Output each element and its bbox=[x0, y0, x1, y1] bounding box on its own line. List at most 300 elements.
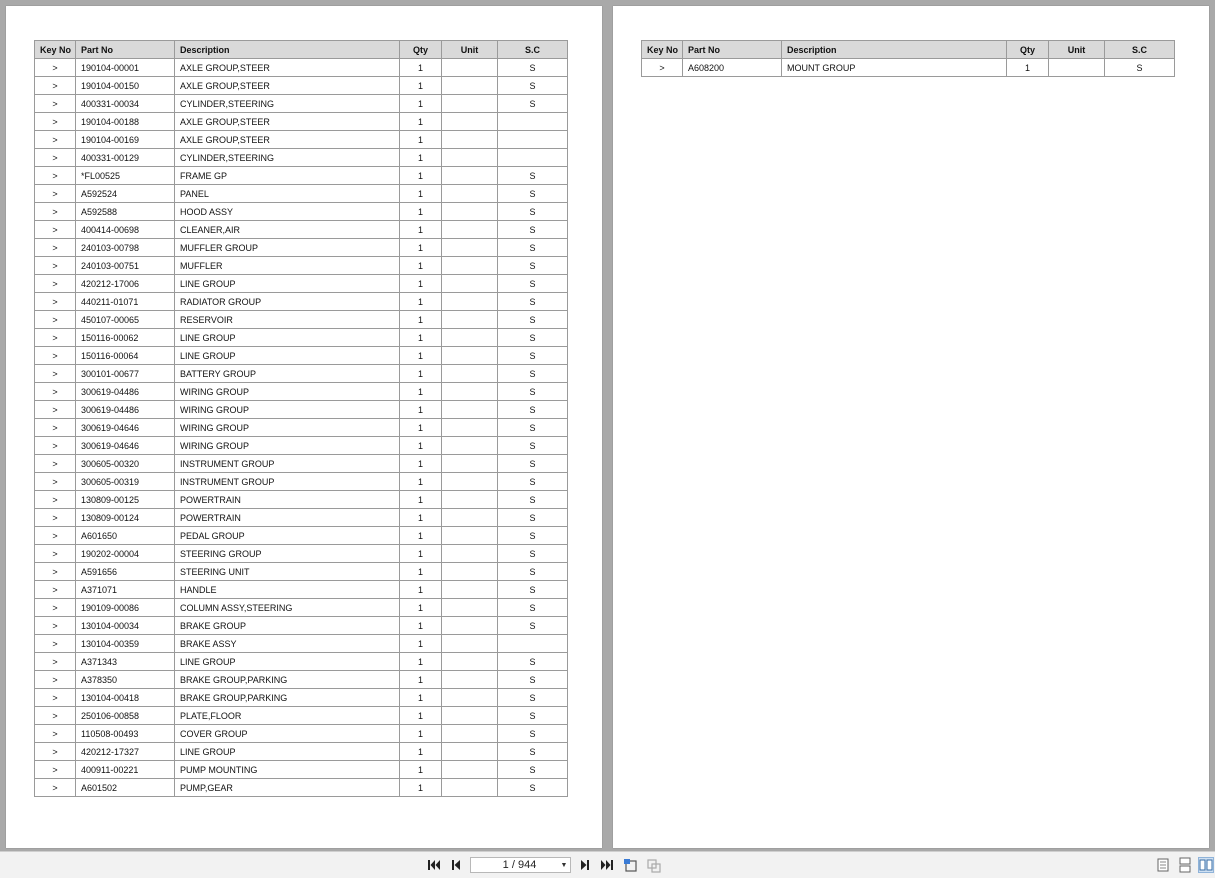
cell-key-no[interactable]: > bbox=[35, 671, 76, 689]
cell-qty: 1 bbox=[400, 617, 442, 635]
cell-key-no[interactable]: > bbox=[35, 437, 76, 455]
cell-description: LINE GROUP bbox=[175, 275, 400, 293]
header-unit: Unit bbox=[442, 41, 498, 59]
table-row bbox=[35, 599, 568, 617]
cell-key-no[interactable]: > bbox=[35, 221, 76, 239]
parts-table-right bbox=[641, 40, 1175, 77]
cell-description: CYLINDER,STEERING bbox=[175, 95, 400, 113]
cell-unit bbox=[442, 491, 498, 509]
cell-sc: S bbox=[498, 455, 568, 473]
table-row bbox=[35, 689, 568, 707]
cell-qty: 1 bbox=[400, 221, 442, 239]
cell-description: WIRING GROUP bbox=[175, 401, 400, 419]
cell-sc: S bbox=[498, 347, 568, 365]
table-row bbox=[35, 311, 568, 329]
cell-sc: S bbox=[498, 365, 568, 383]
cell-unit bbox=[442, 761, 498, 779]
cell-part-no: 190104-00188 bbox=[76, 113, 175, 131]
cell-sc: S bbox=[498, 59, 568, 77]
header-part-no: Part No bbox=[76, 41, 175, 59]
cell-part-no: 400331-00034 bbox=[76, 95, 175, 113]
cell-qty: 1 bbox=[400, 203, 442, 221]
cell-description: CLEANER,AIR bbox=[175, 221, 400, 239]
cell-unit bbox=[442, 581, 498, 599]
cell-unit bbox=[442, 77, 498, 95]
cell-part-no: A601650 bbox=[76, 527, 175, 545]
cell-qty: 1 bbox=[400, 239, 442, 257]
cell-qty: 1 bbox=[400, 707, 442, 725]
cell-unit bbox=[442, 779, 498, 797]
cell-sc: S bbox=[498, 437, 568, 455]
cell-sc bbox=[498, 131, 568, 149]
cell-description: LINE GROUP bbox=[175, 347, 400, 365]
cell-sc: S bbox=[498, 671, 568, 689]
table-row bbox=[35, 617, 568, 635]
header-description: Description bbox=[782, 41, 1007, 59]
next-page-icon[interactable] bbox=[577, 857, 593, 873]
cell-part-no: A591656 bbox=[76, 563, 175, 581]
cell-key-no[interactable]: > bbox=[35, 77, 76, 95]
cell-sc: S bbox=[498, 185, 568, 203]
cell-part-no: 300619-04646 bbox=[76, 437, 175, 455]
cell-sc: S bbox=[1105, 59, 1175, 77]
cell-qty: 1 bbox=[400, 725, 442, 743]
cell-unit bbox=[442, 563, 498, 581]
cell-key-no[interactable]: > bbox=[35, 581, 76, 599]
cell-key-no[interactable]: > bbox=[35, 167, 76, 185]
cell-description: PLATE,FLOOR bbox=[175, 707, 400, 725]
cell-key-no[interactable]: > bbox=[35, 563, 76, 581]
cell-key-no[interactable]: > bbox=[35, 545, 76, 563]
cell-part-no: 300605-00320 bbox=[76, 455, 175, 473]
cell-sc bbox=[498, 113, 568, 131]
cell-description: PUMP MOUNTING bbox=[175, 761, 400, 779]
cell-unit bbox=[442, 131, 498, 149]
cell-key-no[interactable]: > bbox=[35, 203, 76, 221]
cell-unit bbox=[442, 203, 498, 221]
cell-description: WIRING GROUP bbox=[175, 437, 400, 455]
cell-sc: S bbox=[498, 401, 568, 419]
cell-unit bbox=[442, 707, 498, 725]
table-row bbox=[35, 329, 568, 347]
cell-description: RADIATOR GROUP bbox=[175, 293, 400, 311]
cell-qty: 1 bbox=[400, 761, 442, 779]
cell-sc: S bbox=[498, 311, 568, 329]
cell-sc: S bbox=[498, 293, 568, 311]
cell-sc: S bbox=[498, 653, 568, 671]
cell-part-no: 130809-00125 bbox=[76, 491, 175, 509]
cell-qty: 1 bbox=[400, 113, 442, 131]
cell-unit bbox=[442, 59, 498, 77]
cell-sc: S bbox=[498, 761, 568, 779]
cell-key-no[interactable]: > bbox=[35, 419, 76, 437]
cell-description: FRAME GP bbox=[175, 167, 400, 185]
cell-description: HOOD ASSY bbox=[175, 203, 400, 221]
cell-part-no: 400331-00129 bbox=[76, 149, 175, 167]
cell-description: WIRING GROUP bbox=[175, 419, 400, 437]
cell-part-no: A371343 bbox=[76, 653, 175, 671]
cell-unit bbox=[442, 185, 498, 203]
cell-unit bbox=[442, 293, 498, 311]
cell-key-no[interactable]: > bbox=[642, 59, 683, 77]
table-row bbox=[35, 221, 568, 239]
cell-key-no[interactable]: > bbox=[35, 185, 76, 203]
cell-sc: S bbox=[498, 203, 568, 221]
cell-key-no[interactable]: > bbox=[35, 401, 76, 419]
cell-part-no: 400414-00698 bbox=[76, 221, 175, 239]
cell-part-no: 190104-00150 bbox=[76, 77, 175, 95]
table-row bbox=[35, 563, 568, 581]
cell-part-no: 240103-00798 bbox=[76, 239, 175, 257]
table-row bbox=[35, 509, 568, 527]
cell-key-no[interactable]: > bbox=[35, 779, 76, 797]
header-unit: Unit bbox=[1049, 41, 1105, 59]
cell-qty: 1 bbox=[400, 779, 442, 797]
cell-part-no: 130809-00124 bbox=[76, 509, 175, 527]
header-qty: Qty bbox=[1007, 41, 1049, 59]
cell-unit bbox=[442, 311, 498, 329]
cell-qty: 1 bbox=[400, 167, 442, 185]
table-row bbox=[35, 437, 568, 455]
cell-part-no: 130104-00418 bbox=[76, 689, 175, 707]
cell-unit bbox=[442, 689, 498, 707]
cell-key-no[interactable]: > bbox=[35, 365, 76, 383]
cell-sc: S bbox=[498, 599, 568, 617]
page-number-select[interactable] bbox=[470, 857, 571, 873]
cell-key-no[interactable]: > bbox=[35, 707, 76, 725]
table-row bbox=[35, 203, 568, 221]
cell-description: AXLE GROUP,STEER bbox=[175, 77, 400, 95]
cell-unit bbox=[442, 257, 498, 275]
cell-part-no: 190109-00086 bbox=[76, 599, 175, 617]
cell-part-no: 420212-17327 bbox=[76, 743, 175, 761]
cell-key-no[interactable]: > bbox=[35, 509, 76, 527]
cell-part-no: 130104-00359 bbox=[76, 635, 175, 653]
cell-unit bbox=[442, 275, 498, 293]
cell-description: MUFFLER bbox=[175, 257, 400, 275]
cell-part-no: A601502 bbox=[76, 779, 175, 797]
cell-qty: 1 bbox=[400, 311, 442, 329]
cell-description: BRAKE GROUP,PARKING bbox=[175, 671, 400, 689]
cell-description: INSTRUMENT GROUP bbox=[175, 455, 400, 473]
table-row bbox=[35, 743, 568, 761]
cell-key-no[interactable]: > bbox=[35, 95, 76, 113]
cell-sc: S bbox=[498, 221, 568, 239]
cell-part-no: 440211-01071 bbox=[76, 293, 175, 311]
cell-part-no: 300605-00319 bbox=[76, 473, 175, 491]
cell-key-no[interactable]: > bbox=[35, 725, 76, 743]
cell-key-no[interactable]: > bbox=[35, 455, 76, 473]
cell-qty: 1 bbox=[400, 743, 442, 761]
cell-part-no: *FL00525 bbox=[76, 167, 175, 185]
cell-description: HANDLE bbox=[175, 581, 400, 599]
table-row bbox=[35, 293, 568, 311]
cell-description: STEERING UNIT bbox=[175, 563, 400, 581]
table-row bbox=[35, 77, 568, 95]
cell-sc bbox=[498, 149, 568, 167]
cell-qty: 1 bbox=[400, 581, 442, 599]
cell-description: STEERING GROUP bbox=[175, 545, 400, 563]
cell-key-no[interactable]: > bbox=[35, 635, 76, 653]
table-row bbox=[35, 401, 568, 419]
cell-description: POWERTRAIN bbox=[175, 491, 400, 509]
cell-qty: 1 bbox=[400, 185, 442, 203]
two-page-view-icon[interactable] bbox=[1198, 857, 1214, 873]
table-row bbox=[35, 581, 568, 599]
cell-key-no[interactable]: > bbox=[35, 527, 76, 545]
header-part-no: Part No bbox=[683, 41, 782, 59]
cell-key-no[interactable]: > bbox=[35, 329, 76, 347]
cell-unit bbox=[442, 671, 498, 689]
cell-sc: S bbox=[498, 473, 568, 491]
cell-description: AXLE GROUP,STEER bbox=[175, 113, 400, 131]
cell-description: PANEL bbox=[175, 185, 400, 203]
table-row bbox=[35, 185, 568, 203]
cell-key-no[interactable]: > bbox=[35, 491, 76, 509]
cell-qty: 1 bbox=[400, 77, 442, 95]
table-row bbox=[35, 131, 568, 149]
cell-unit bbox=[442, 365, 498, 383]
cell-qty: 1 bbox=[400, 437, 442, 455]
cell-key-no[interactable]: > bbox=[35, 653, 76, 671]
cell-qty: 1 bbox=[400, 473, 442, 491]
cell-qty: 1 bbox=[400, 95, 442, 113]
table-row bbox=[35, 149, 568, 167]
table-row bbox=[35, 725, 568, 743]
header-key-no: Key No bbox=[35, 41, 76, 59]
cell-part-no: A592588 bbox=[76, 203, 175, 221]
cell-sc: S bbox=[498, 545, 568, 563]
cell-sc: S bbox=[498, 491, 568, 509]
viewer-toolbar bbox=[0, 851, 1215, 878]
chevron-down-icon: ▼ bbox=[560, 861, 568, 869]
cell-key-no[interactable]: > bbox=[35, 149, 76, 167]
cell-description: BATTERY GROUP bbox=[175, 365, 400, 383]
cell-key-no[interactable]: > bbox=[35, 257, 76, 275]
continuous-view-icon[interactable] bbox=[1177, 857, 1193, 873]
cell-part-no: 130104-00034 bbox=[76, 617, 175, 635]
cell-description: PEDAL GROUP bbox=[175, 527, 400, 545]
cell-sc: S bbox=[498, 419, 568, 437]
cell-description: BRAKE GROUP bbox=[175, 617, 400, 635]
cell-unit bbox=[442, 419, 498, 437]
cell-sc: S bbox=[498, 77, 568, 95]
table-row bbox=[35, 113, 568, 131]
cell-sc: S bbox=[498, 257, 568, 275]
cell-description: BRAKE GROUP,PARKING bbox=[175, 689, 400, 707]
previous-page-icon[interactable] bbox=[448, 857, 464, 873]
header-description: Description bbox=[175, 41, 400, 59]
cell-unit bbox=[442, 599, 498, 617]
cell-qty: 1 bbox=[400, 689, 442, 707]
cell-unit bbox=[442, 473, 498, 491]
table-row bbox=[35, 761, 568, 779]
cell-unit bbox=[442, 545, 498, 563]
cell-unit bbox=[442, 149, 498, 167]
cell-sc: S bbox=[498, 329, 568, 347]
cell-key-no[interactable]: > bbox=[35, 275, 76, 293]
table-row bbox=[35, 419, 568, 437]
cell-key-no[interactable]: > bbox=[35, 689, 76, 707]
cell-qty: 1 bbox=[1007, 59, 1049, 77]
cell-sc: S bbox=[498, 581, 568, 599]
cell-qty: 1 bbox=[400, 149, 442, 167]
cell-qty: 1 bbox=[400, 275, 442, 293]
cell-qty: 1 bbox=[400, 383, 442, 401]
cell-part-no: 400911-00221 bbox=[76, 761, 175, 779]
table-row bbox=[35, 671, 568, 689]
table-row bbox=[642, 59, 1175, 77]
cell-part-no: 300101-00677 bbox=[76, 365, 175, 383]
cell-description: LINE GROUP bbox=[175, 743, 400, 761]
cell-key-no[interactable]: > bbox=[35, 617, 76, 635]
cell-qty: 1 bbox=[400, 257, 442, 275]
cell-sc: S bbox=[498, 563, 568, 581]
cell-part-no: 150116-00062 bbox=[76, 329, 175, 347]
table-row bbox=[35, 239, 568, 257]
cell-unit bbox=[442, 221, 498, 239]
cell-sc: S bbox=[498, 239, 568, 257]
cell-qty: 1 bbox=[400, 59, 442, 77]
rotate-icon[interactable] bbox=[646, 857, 662, 873]
cell-unit bbox=[442, 635, 498, 653]
cell-description: INSTRUMENT GROUP bbox=[175, 473, 400, 491]
table-row bbox=[35, 707, 568, 725]
cell-qty: 1 bbox=[400, 131, 442, 149]
cell-unit bbox=[442, 401, 498, 419]
table-row bbox=[35, 527, 568, 545]
fit-page-icon[interactable] bbox=[623, 857, 639, 873]
cell-key-no[interactable]: > bbox=[35, 383, 76, 401]
table-header-row bbox=[642, 41, 1175, 59]
table-row bbox=[35, 167, 568, 185]
cell-unit bbox=[442, 653, 498, 671]
cell-sc: S bbox=[498, 779, 568, 797]
first-page-icon[interactable] bbox=[426, 857, 442, 873]
cell-description: LINE GROUP bbox=[175, 653, 400, 671]
table-row bbox=[35, 635, 568, 653]
cell-sc: S bbox=[498, 167, 568, 185]
page-indicator: 1 / 944 bbox=[502, 859, 537, 871]
cell-part-no: A371071 bbox=[76, 581, 175, 599]
cell-key-no[interactable]: > bbox=[35, 59, 76, 77]
cell-unit bbox=[442, 113, 498, 131]
table-header-row bbox=[35, 41, 568, 59]
cell-qty: 1 bbox=[400, 599, 442, 617]
cell-part-no: 300619-04486 bbox=[76, 401, 175, 419]
cell-qty: 1 bbox=[400, 419, 442, 437]
cell-part-no: 300619-04646 bbox=[76, 419, 175, 437]
cell-key-no[interactable]: > bbox=[35, 311, 76, 329]
cell-qty: 1 bbox=[400, 365, 442, 383]
cell-description: LINE GROUP bbox=[175, 329, 400, 347]
cell-unit bbox=[442, 509, 498, 527]
table-row bbox=[35, 347, 568, 365]
cell-qty: 1 bbox=[400, 293, 442, 311]
cell-description: AXLE GROUP,STEER bbox=[175, 131, 400, 149]
last-page-icon[interactable] bbox=[599, 857, 615, 873]
cell-key-no[interactable]: > bbox=[35, 131, 76, 149]
cell-sc: S bbox=[498, 95, 568, 113]
table-row bbox=[35, 473, 568, 491]
single-page-view-icon[interactable] bbox=[1155, 857, 1171, 873]
cell-qty: 1 bbox=[400, 347, 442, 365]
cell-key-no[interactable]: > bbox=[35, 743, 76, 761]
table-row bbox=[35, 779, 568, 797]
table-row bbox=[35, 545, 568, 563]
cell-key-no[interactable]: > bbox=[35, 239, 76, 257]
cell-sc: S bbox=[498, 725, 568, 743]
document-page-left bbox=[6, 6, 602, 848]
cell-sc: S bbox=[498, 509, 568, 527]
cell-qty: 1 bbox=[400, 329, 442, 347]
cell-part-no: 240103-00751 bbox=[76, 257, 175, 275]
table-row bbox=[35, 365, 568, 383]
cell-unit bbox=[442, 239, 498, 257]
cell-unit bbox=[1049, 59, 1105, 77]
cell-description: PUMP,GEAR bbox=[175, 779, 400, 797]
table-row bbox=[35, 491, 568, 509]
cell-qty: 1 bbox=[400, 491, 442, 509]
cell-description: AXLE GROUP,STEER bbox=[175, 59, 400, 77]
cell-unit bbox=[442, 329, 498, 347]
cell-unit bbox=[442, 167, 498, 185]
cell-qty: 1 bbox=[400, 563, 442, 581]
cell-part-no: 300619-04486 bbox=[76, 383, 175, 401]
header-key-no: Key No bbox=[642, 41, 683, 59]
header-qty: Qty bbox=[400, 41, 442, 59]
cell-qty: 1 bbox=[400, 509, 442, 527]
cell-description: COVER GROUP bbox=[175, 725, 400, 743]
cell-description: BRAKE ASSY bbox=[175, 635, 400, 653]
cell-sc: S bbox=[498, 383, 568, 401]
table-row bbox=[35, 653, 568, 671]
table-row bbox=[35, 95, 568, 113]
cell-description: WIRING GROUP bbox=[175, 383, 400, 401]
cell-key-no[interactable]: > bbox=[35, 599, 76, 617]
cell-part-no: 420212-17006 bbox=[76, 275, 175, 293]
cell-key-no[interactable]: > bbox=[35, 761, 76, 779]
cell-description: MUFFLER GROUP bbox=[175, 239, 400, 257]
cell-description: COLUMN ASSY,STEERING bbox=[175, 599, 400, 617]
cell-part-no: A608200 bbox=[683, 59, 782, 77]
cell-sc bbox=[498, 635, 568, 653]
cell-sc: S bbox=[498, 689, 568, 707]
cell-key-no[interactable]: > bbox=[35, 347, 76, 365]
cell-description: MOUNT GROUP bbox=[782, 59, 1007, 77]
cell-unit bbox=[442, 347, 498, 365]
header-sc: S.C bbox=[1105, 41, 1175, 59]
cell-qty: 1 bbox=[400, 527, 442, 545]
cell-qty: 1 bbox=[400, 455, 442, 473]
table-row bbox=[35, 59, 568, 77]
cell-part-no: A592524 bbox=[76, 185, 175, 203]
cell-key-no[interactable]: > bbox=[35, 293, 76, 311]
table-row bbox=[35, 257, 568, 275]
cell-key-no[interactable]: > bbox=[35, 113, 76, 131]
cell-sc: S bbox=[498, 527, 568, 545]
cell-unit bbox=[442, 743, 498, 761]
document-page-right bbox=[613, 6, 1209, 848]
cell-qty: 1 bbox=[400, 653, 442, 671]
cell-description: RESERVOIR bbox=[175, 311, 400, 329]
cell-part-no: 450107-00065 bbox=[76, 311, 175, 329]
cell-unit bbox=[442, 725, 498, 743]
table-row bbox=[35, 455, 568, 473]
cell-unit bbox=[442, 437, 498, 455]
cell-key-no[interactable]: > bbox=[35, 473, 76, 491]
cell-unit bbox=[442, 95, 498, 113]
